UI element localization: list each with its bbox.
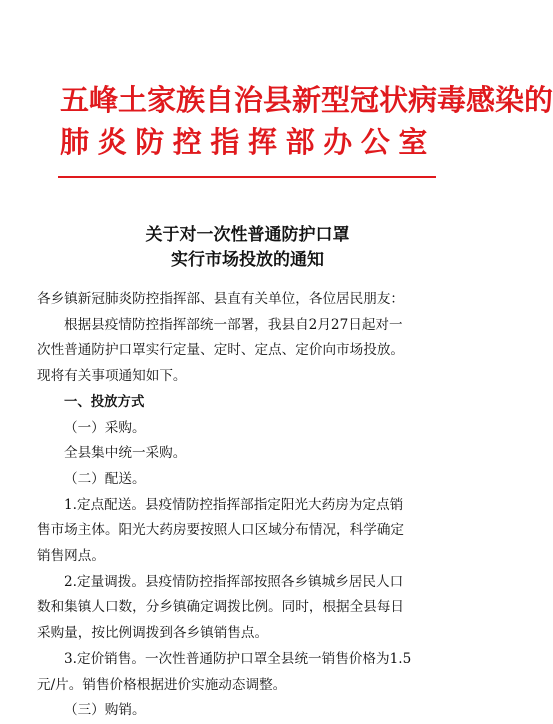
header-line-1: 五峰土家族自治县新型冠状病毒感染的 <box>60 83 553 117</box>
subsection-2: （二）配送。 <box>64 470 146 487</box>
item-2-line-1: 2.定量调拨。县疫情防控指挥部按照各乡镇城乡居民人口 <box>64 573 404 590</box>
item-3-line-2: 元/片。销售价格根据进价实施动态调整。 <box>37 676 287 693</box>
subsection-3: （三）购销。 <box>64 702 146 719</box>
subsection-1: （一）采购。 <box>64 419 146 436</box>
salutation: 各乡镇新冠肺炎防控指挥部、县直有关单位，各位居民朋友： <box>37 291 405 307</box>
item-1-line-1: 1.定点配送。县疫情防控指挥部指定阳光大药房为定点销 <box>64 496 404 513</box>
subsection-1-text: 全县集中统一采购。 <box>64 445 187 462</box>
document-body <box>37 287 434 724</box>
item-2-line-2: 数和集镇人口数，分乡镇确定调拨比例。同时，根据全县每日 <box>37 599 405 616</box>
item-2-line-3: 采购量，按比例调拨到各乡镇销售点。 <box>37 625 269 642</box>
header-line-2: 肺炎防控指挥部办公室 <box>60 125 437 159</box>
document-title-line-1: 关于对一次性普通防护口罩 <box>145 225 350 245</box>
item-3-line-1: 3.定价销售。一次性普通防护口罩全县统一销售价格为1.5 <box>64 650 412 667</box>
document-title-line-2: 实行市场投放的通知 <box>171 250 324 270</box>
intro-line-2: 次性普通防护口罩实行定量、定时、定点、定价向市场投放。 <box>37 342 405 359</box>
section-1-heading: 一、投放方式 <box>64 394 145 410</box>
intro-line-1: 根据县疫情防控指挥部统一部署，我县自2月27日起对一 <box>64 316 403 333</box>
item-1-line-3: 销售网点。 <box>37 548 105 565</box>
item-1-line-2: 售市场主体。阳光大药房要按照人口区域分布情况，科学确定 <box>37 522 405 539</box>
intro-line-3: 现将有关事项通知如下。 <box>37 368 187 385</box>
header-divider <box>58 176 436 178</box>
